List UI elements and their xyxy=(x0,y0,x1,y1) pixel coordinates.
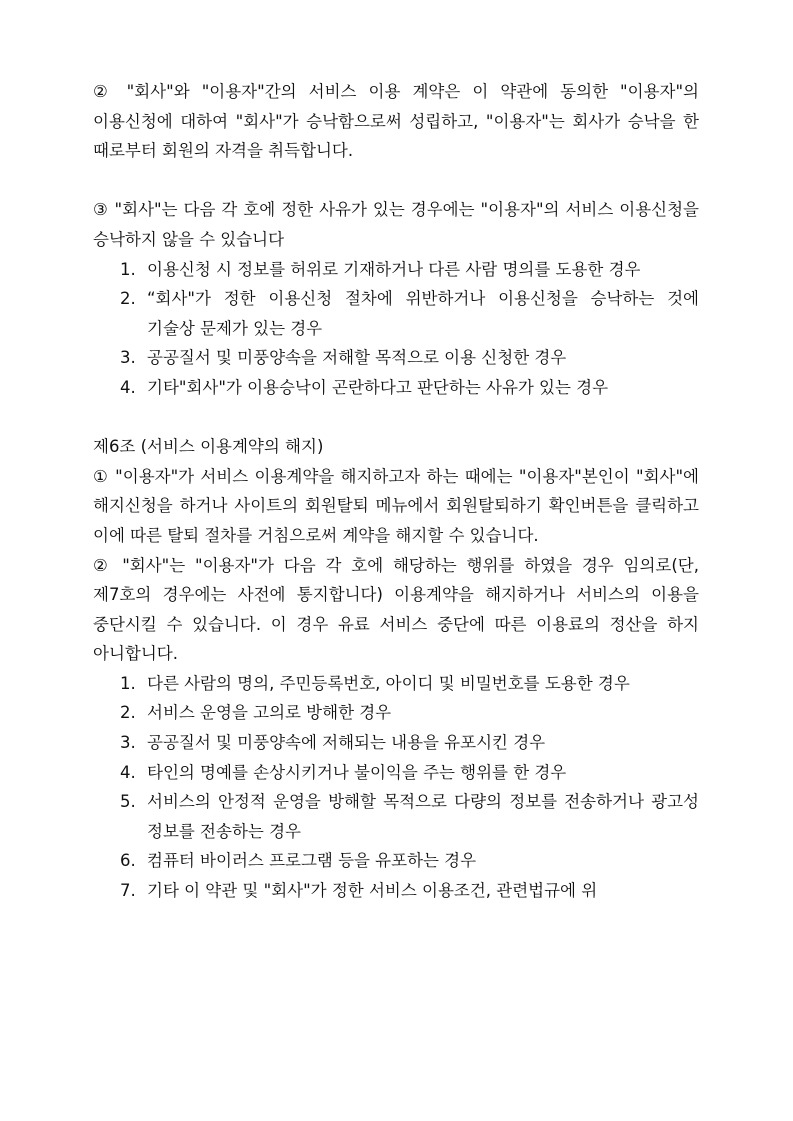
list-item-number: 1. xyxy=(120,259,136,279)
article6-heading: 제6조 (서비스 이용계약의 해지) xyxy=(93,437,324,457)
paragraph-gap xyxy=(93,166,699,196)
list-item xyxy=(120,698,699,728)
list-item-number: 1. xyxy=(120,673,136,693)
list-item xyxy=(120,284,699,343)
list-item-text: 다른 사람의 명의, 주민등록번호, 아이디 및 비밀번호를 도용한 경우 xyxy=(147,673,630,693)
article5-clause2: ② "회사"와 "이용자"간의 서비스 이용 계약은 이 약관에 동의한 "이용자"의 이용신청에 대하여 "회사"가 승낙함으로써 성립하고, "이용자"는 회사가 승낙을 한 때로부터 회원의 자격을 취득합니다. xyxy=(93,82,699,161)
document-page xyxy=(93,77,699,906)
list-item-number: 2. xyxy=(120,703,136,723)
article5-clause3-list xyxy=(93,255,699,403)
list-item-text: 서비스 운영을 고의로 방해한 경우 xyxy=(147,703,392,723)
list-item-number: 7. xyxy=(120,881,136,901)
list-item xyxy=(120,669,699,699)
list-item-text: 기타"회사"가 이용승낙이 곤란하다고 판단하는 사유가 있는 경우 xyxy=(147,377,609,397)
article5-clause3: ③ "회사"는 다음 각 호에 정한 사유가 있는 경우에는 "이용자"의 서비스 이용신청을 승낙하지 않을 수 있습니다 xyxy=(93,200,699,249)
list-item-number: 3. xyxy=(120,348,136,368)
list-item xyxy=(120,787,699,846)
list-item xyxy=(120,728,699,758)
list-item-number: 4. xyxy=(120,762,136,782)
list-item-text: 이용신청 시 정보를 허위로 기재하거나 다른 사람 명의를 도용한 경우 xyxy=(147,259,641,279)
list-item-text: 공공질서 및 미풍양속을 저해할 목적으로 이용 신청한 경우 xyxy=(147,348,567,368)
list-item-number: 3. xyxy=(120,733,136,753)
article6-clause1: ① "이용자"가 서비스 이용계약을 해지하고자 하는 때에는 "이용자"본인이 "회사"에 해지신청을 하거나 사이트의 회원탈퇴 메뉴에서 회원탈퇴하기 확인버튼을 클릭하고 이에 따른 탈퇴 절차를 거침으로써 계약을 해지할 수 있습니다. xyxy=(93,466,699,545)
list-item xyxy=(120,255,699,285)
paragraph-gap xyxy=(93,403,699,433)
list-item-number: 4. xyxy=(120,377,136,397)
list-item-text: 기타 이 약관 및 "회사"가 정한 서비스 이용조건, 관련법규에 위 xyxy=(147,881,598,901)
list-item xyxy=(120,876,699,906)
list-item-number: 5. xyxy=(120,792,136,812)
list-item-number: 6. xyxy=(120,851,136,871)
list-item xyxy=(120,758,699,788)
list-item-text: 공공질서 및 미풍양속에 저해되는 내용을 유포시킨 경우 xyxy=(147,733,546,753)
list-item-text: 컴퓨터 바이러스 프로그램 등을 유포하는 경우 xyxy=(147,851,477,871)
list-item xyxy=(120,373,699,403)
article6-clause2-list xyxy=(93,669,699,906)
list-item-text: 타인의 명예를 손상시키거나 불이익을 주는 행위를 한 경우 xyxy=(147,762,567,782)
list-item-text: 서비스의 안정적 운영을 방해할 목적으로 다량의 정보를 전송하거나 광고성 정보를 전송하는 경우 xyxy=(147,792,699,841)
list-item xyxy=(120,846,699,876)
article6-clause2: ② "회사"는 "이용자"가 다음 각 호에 해당하는 행위를 하였을 경우 임의로(단, 제7호의 경우에는 사전에 통지합니다) 이용계약을 해지하거나 서비스의 이용을 중단시킬 수 있습니다. 이 경우 유료 서비스 중단에 따른 이용료의 정산을 하지 아니합니다. xyxy=(93,555,699,664)
list-item-number: 2. xyxy=(120,289,136,309)
list-item xyxy=(120,343,699,373)
list-item-text: “회사"가 정한 이용신청 절차에 위반하거나 이용신청을 승낙하는 것에 기술상 문제가 있는 경우 xyxy=(147,289,699,338)
